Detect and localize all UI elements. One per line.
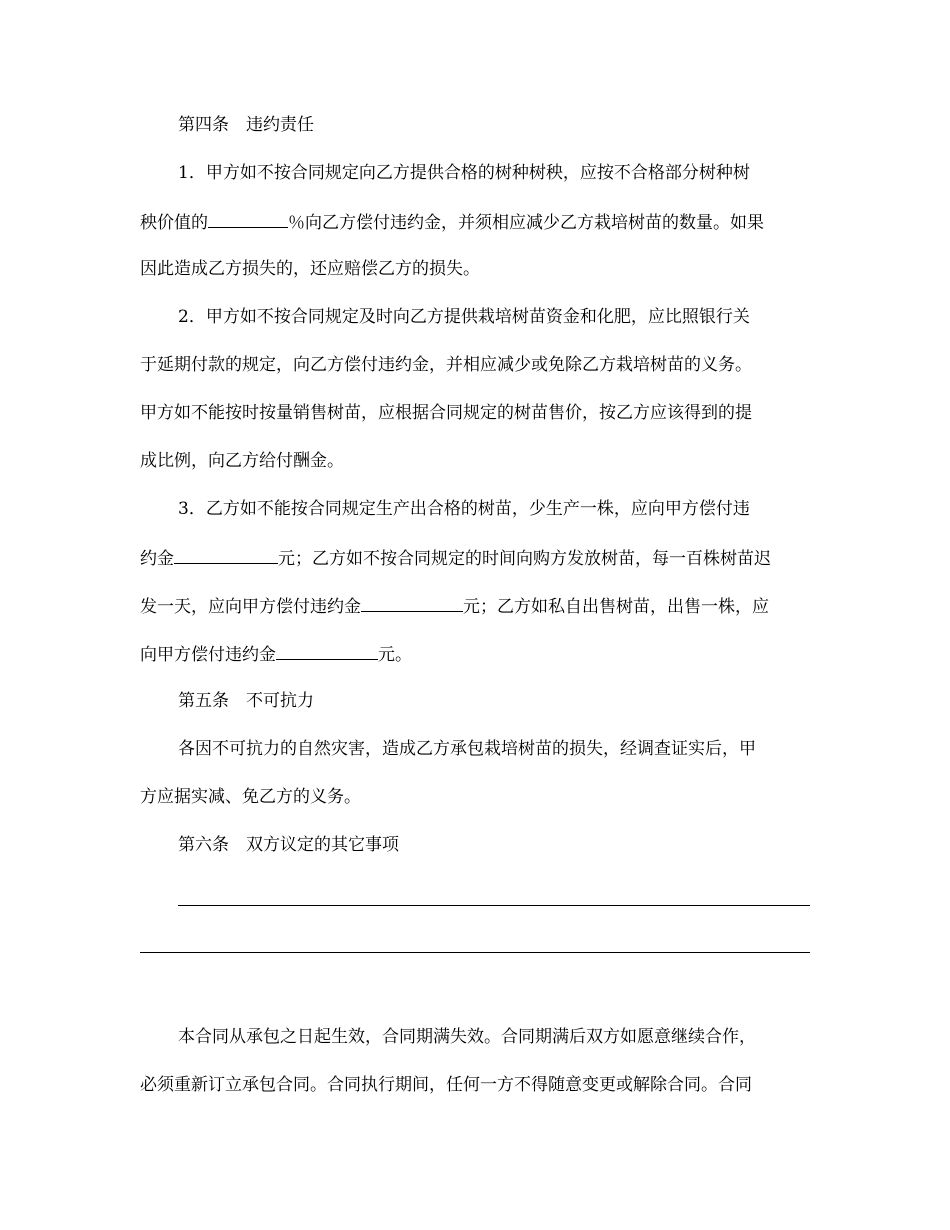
text-fragment: 发一天，应向甲方偿付违约金 bbox=[140, 597, 361, 617]
article4-item2-line3: 甲方如不能按时按量销售树苗，应根据合同规定的树苗售价，按乙方应该得到的提 bbox=[140, 403, 752, 423]
fill-in-rule bbox=[140, 952, 810, 953]
text-fragment: 秧价值的 bbox=[140, 213, 208, 233]
text-fragment: 向甲方偿付违约金 bbox=[140, 645, 276, 665]
closing-line1: 本合同从承包之日起生效，合同期满失效。合同期满后双方如愿意继续合作， bbox=[178, 1027, 756, 1047]
article4-item3-line3 bbox=[140, 593, 810, 617]
article4-item3-line2 bbox=[140, 545, 810, 569]
text-fragment: ％向乙方偿付违约金，并须相应减少乙方栽培树苗的数量。如果 bbox=[288, 213, 764, 233]
article4-item1-line1: 1．甲方如不按合同规定向乙方提供合格的树种树秧，应按不合格部分树种树 bbox=[178, 163, 750, 183]
article4-item1-line2 bbox=[140, 209, 810, 233]
text-fragment: 元；乙方如私自出售树苗，出售一株，应 bbox=[463, 597, 769, 617]
fill-in-rule bbox=[178, 905, 810, 906]
article5-heading: 第五条 不可抗力 bbox=[178, 691, 314, 711]
article4-item3-line4 bbox=[140, 641, 810, 665]
article4-item2-line1: 2．甲方如不按合同规定及时向乙方提供栽培树苗资金和化肥，应比照银行关 bbox=[178, 307, 750, 327]
article5-line1: 各因不可抗力的自然灾害，造成乙方承包栽培树苗的损失，经调查证实后，甲 bbox=[178, 739, 756, 759]
blank-field-amount bbox=[174, 545, 278, 564]
article4-heading: 第四条 违约责任 bbox=[178, 115, 314, 135]
blank-field-percent bbox=[208, 209, 288, 228]
article4-item2-line4: 成比例，向乙方给付酬金。 bbox=[140, 451, 344, 471]
closing-line2: 必须重新订立承包合同。合同执行期间，任何一方不得随意变更或解除合同。合同 bbox=[140, 1075, 752, 1095]
text-fragment: 约金 bbox=[140, 549, 174, 569]
text-fragment: 元；乙方如不按合同规定的时间向购方发放树苗，每一百株树苗迟 bbox=[278, 549, 771, 569]
article4-item1-line3: 因此造成乙方损失的，还应赔偿乙方的损失。 bbox=[140, 259, 480, 279]
article4-item2-line2: 于延期付款的规定，向乙方偿付违约金，并相应减少或免除乙方栽培树苗的义务。 bbox=[140, 355, 752, 375]
blank-field-amount bbox=[276, 641, 378, 660]
blank-field-amount bbox=[361, 593, 463, 612]
article6-heading: 第六条 双方议定的其它事项 bbox=[178, 835, 399, 855]
article4-item3-line1: 3．乙方如不能按合同规定生产出合格的树苗，少生产一株，应向甲方偿付违 bbox=[178, 499, 750, 519]
text-fragment: 元。 bbox=[378, 645, 412, 665]
article5-line2: 方应据实减、免乙方的义务。 bbox=[140, 787, 361, 807]
